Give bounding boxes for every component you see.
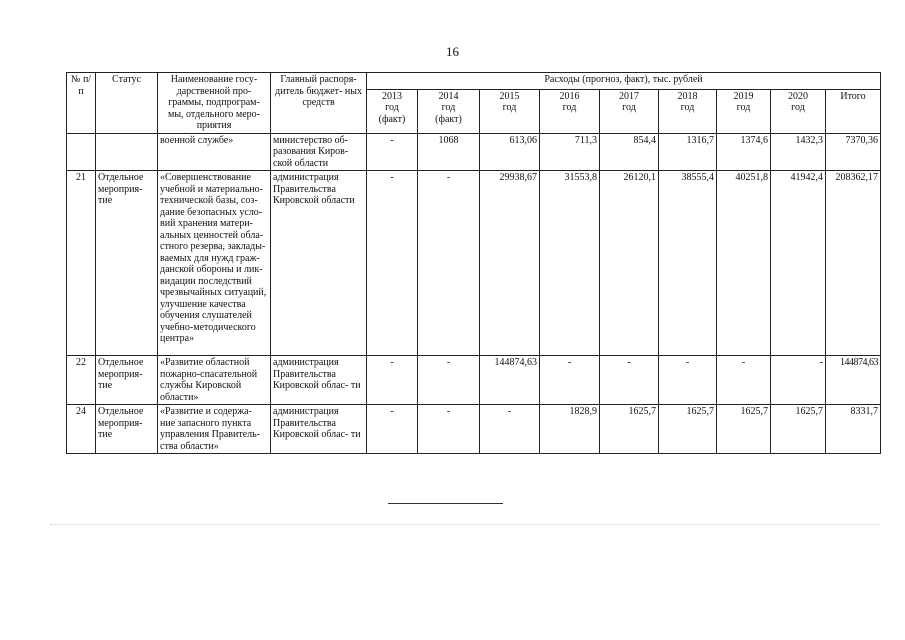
header-year-2017: 2017 год [600, 89, 659, 133]
header-total: Итого [826, 89, 881, 133]
value-2016: 31553,8 [540, 171, 600, 356]
value-2014: - [418, 171, 480, 356]
row-manager: администрация Правительства Кировской области [271, 171, 367, 356]
page-number: 16 [446, 44, 459, 59]
table-row [67, 171, 881, 356]
budget-table [66, 72, 881, 454]
value-2020: - [771, 356, 826, 405]
value-2020: 1625,7 [771, 405, 826, 454]
header-budget-manager: Главный распоря- дитель бюджет- ных средств [271, 73, 367, 134]
value-2017: - [600, 356, 659, 405]
row-name: военной службе» [158, 133, 271, 171]
value-2020: 41942,4 [771, 171, 826, 356]
row-manager: администрация Правительства Кировской облас- ти [271, 356, 367, 405]
row-status: Отдельное мероприя- тие [96, 405, 158, 454]
value-2015: 613,06 [480, 133, 540, 171]
value-2017: 854,4 [600, 133, 659, 171]
value-2019: 1374,6 [717, 133, 771, 171]
header-status: Статус [96, 73, 158, 134]
value-2013: - [367, 133, 418, 171]
header-program-name: Наименование госу- дарственной про- граммы, подпрограм- мы, отдельного меро- приятия [158, 73, 271, 134]
value-2015: 144874,63 [480, 356, 540, 405]
value-2016: 711,3 [540, 133, 600, 171]
row-no: 22 [67, 356, 96, 405]
row-manager: министерство об- разования Киров- ской области [271, 133, 367, 171]
value-2014: 1068 [418, 133, 480, 171]
header-year-2020: 2020 год [771, 89, 826, 133]
value-2017: 1625,7 [600, 405, 659, 454]
value-2017: 26120,1 [600, 171, 659, 356]
value-total: 7370,36 [826, 133, 881, 171]
row-name: «Совершенствование учебной и материально- технической базы, соз- дание безопасных усло- вий хранения матери- альных ценностей обла- стного резерва, заклады- ваемых для нужд граж- данской обороны и лик- видации последствий чрезвычайных ситуаций, улучшение качества обучения слушателей учебно-методического центра» [158, 171, 271, 356]
value-total: 208362,17 [826, 171, 881, 356]
footer-divider [388, 503, 503, 504]
header-no: № п/п [67, 73, 96, 134]
value-2018: 38555,4 [659, 171, 717, 356]
value-2019: 40251,8 [717, 171, 771, 356]
table-row [67, 133, 881, 171]
row-status: Отдельное мероприя- тие [96, 171, 158, 356]
value-2019: 1625,7 [717, 405, 771, 454]
value-2014: - [418, 356, 480, 405]
row-name: «Развитие областной пожарно-спасательной службы Кировской области» [158, 356, 271, 405]
value-2020: 1432,3 [771, 133, 826, 171]
header-year-2018: 2018 год [659, 89, 717, 133]
value-2018: 1625,7 [659, 405, 717, 454]
value-2015: 29938,67 [480, 171, 540, 356]
header-year-2019: 2019 год [717, 89, 771, 133]
scan-artifact-line [50, 524, 880, 525]
value-2016: 1828,9 [540, 405, 600, 454]
value-total: 8331,7 [826, 405, 881, 454]
header-year-2015: 2015 год [480, 89, 540, 133]
table-row [67, 356, 881, 405]
header-year-2014: 2014 год (факт) [418, 89, 480, 133]
row-no: 21 [67, 171, 96, 356]
row-status: Отдельное мероприя- тие [96, 356, 158, 405]
row-name: «Развитие и содержа- ние запасного пункта управления Правитель- ства области» [158, 405, 271, 454]
table-row [67, 405, 881, 454]
value-2018: - [659, 356, 717, 405]
value-2014: - [418, 405, 480, 454]
header-year-2016: 2016 год [540, 89, 600, 133]
row-no [67, 133, 96, 171]
value-total: 144874,63 [826, 356, 881, 405]
value-2013: - [367, 405, 418, 454]
value-2013: - [367, 356, 418, 405]
value-2018: 1316,7 [659, 133, 717, 171]
row-manager: администрация Правительства Кировской облас- ти [271, 405, 367, 454]
value-2013: - [367, 171, 418, 356]
row-no: 24 [67, 405, 96, 454]
value-2016: - [540, 356, 600, 405]
value-2019: - [717, 356, 771, 405]
row-status [96, 133, 158, 171]
header-year-2013: 2013 год (факт) [367, 89, 418, 133]
header-expenses: Расходы (прогноз, факт), тыс. рублей [367, 73, 881, 90]
value-2015: - [480, 405, 540, 454]
header-row [67, 73, 881, 90]
